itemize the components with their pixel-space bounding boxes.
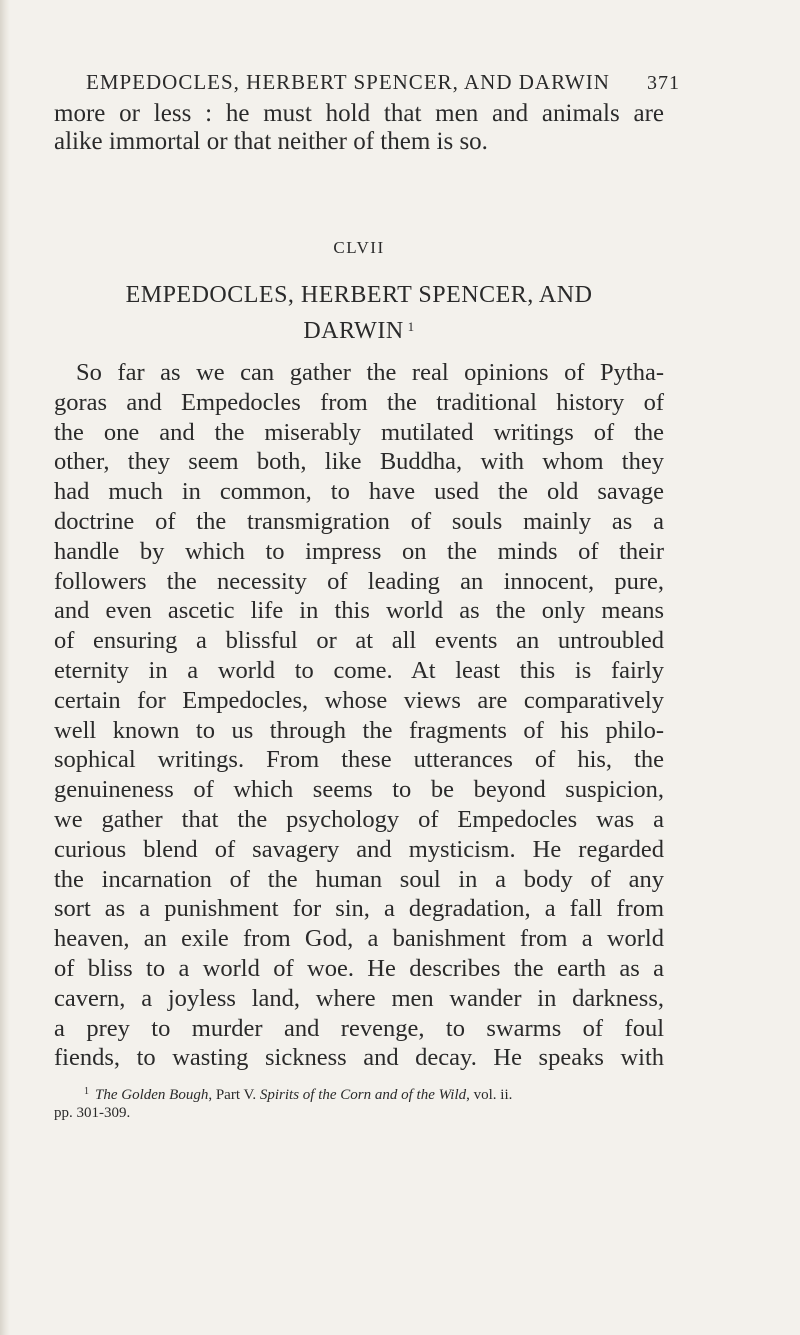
running-head (54, 60, 680, 100)
body-line: and even ascetic life in this world as the only means (54, 597, 664, 625)
body-line: eternity in a world to come. At least this is fairly (54, 656, 664, 684)
body-line: doctrine of the transmigration of souls mainly as a (54, 507, 664, 535)
chapter-title (54, 279, 664, 347)
body-line: other, they seem both, like Buddha, with whom they (54, 448, 664, 476)
body-line: sort as a punishment for sin, a degradation, a fall from (54, 895, 664, 923)
body-line: of bliss to a world of woe. He describes the earth as a (54, 954, 664, 982)
body-line: fiends, to wasting sickness and decay. He speaks with (54, 1044, 664, 1072)
footnote-title-1: The Golden Bough (95, 1087, 209, 1104)
footnote-line-1 (84, 1083, 664, 1104)
running-title: EMPEDOCLES, HERBERT SPENCER, AND DARWIN (86, 70, 610, 94)
footnote-reference: 1 (407, 319, 415, 334)
footnote (54, 1083, 664, 1122)
page-edge (0, 0, 10, 1335)
footnote-part: , Part V. (208, 1087, 260, 1104)
footnote-volume: , vol. ii. (466, 1087, 513, 1104)
carry-line: alike immortal or that neither of them is so. (54, 128, 488, 155)
body-line: goras and Empedocles from the traditional history of (54, 388, 664, 416)
footnote-pages: pp. 301-309. (54, 1105, 131, 1122)
book-page (54, 60, 680, 1122)
body-line: the one and the miserably mutilated writings of the (54, 418, 664, 446)
body-line: curious blend of savagery and mysticism. He regarded (54, 835, 664, 863)
carry-line: more or less : he must hold that men and animals are (54, 100, 664, 127)
body-line: handle by which to impress on the minds of their (54, 537, 664, 565)
body-line: genuineness of which seems to be beyond suspicion, (54, 776, 664, 804)
chapter-title-line-1: EMPEDOCLES, HERBERT SPENCER, AND (125, 282, 593, 308)
body-line: had much in common, to have used the old savage (54, 478, 664, 506)
body-line: followers the necessity of leading an innocent, pure, (54, 567, 664, 595)
body-line: a prey to murder and revenge, to swarms of foul (54, 1014, 664, 1042)
body-line: well known to us through the fragments of his philo- (54, 716, 664, 744)
page-number: 371 (647, 72, 680, 94)
body-line: we gather that the psychology of Empedocles was a (54, 805, 664, 833)
section-number: CLVII (333, 238, 385, 257)
carry-over-paragraph (54, 100, 664, 156)
body-line: certain for Empedocles, whose views are comparatively (54, 686, 664, 714)
body-line: sophical writings. From these utterances of his, the (54, 746, 664, 774)
body-paragraph (54, 358, 664, 1073)
body-line: of ensuring a blissful or at all events an untroubled (54, 627, 664, 655)
footnote-mark: 1 (84, 1086, 89, 1098)
body-line: So far as we can gather the real opinions of Pytha- (76, 359, 664, 386)
chapter-title-word: DARWIN (303, 318, 404, 344)
body-line: the incarnation of the human soul in a body of any (54, 865, 664, 893)
chapter-title-line-2 (54, 311, 664, 347)
body-line: heaven, an exile from God, a banishment from a world (54, 925, 664, 953)
body-line: cavern, a joyless land, where men wander in darkness, (54, 984, 664, 1012)
footnote-title-2: Spirits of the Corn and of the Wild (259, 1087, 467, 1104)
